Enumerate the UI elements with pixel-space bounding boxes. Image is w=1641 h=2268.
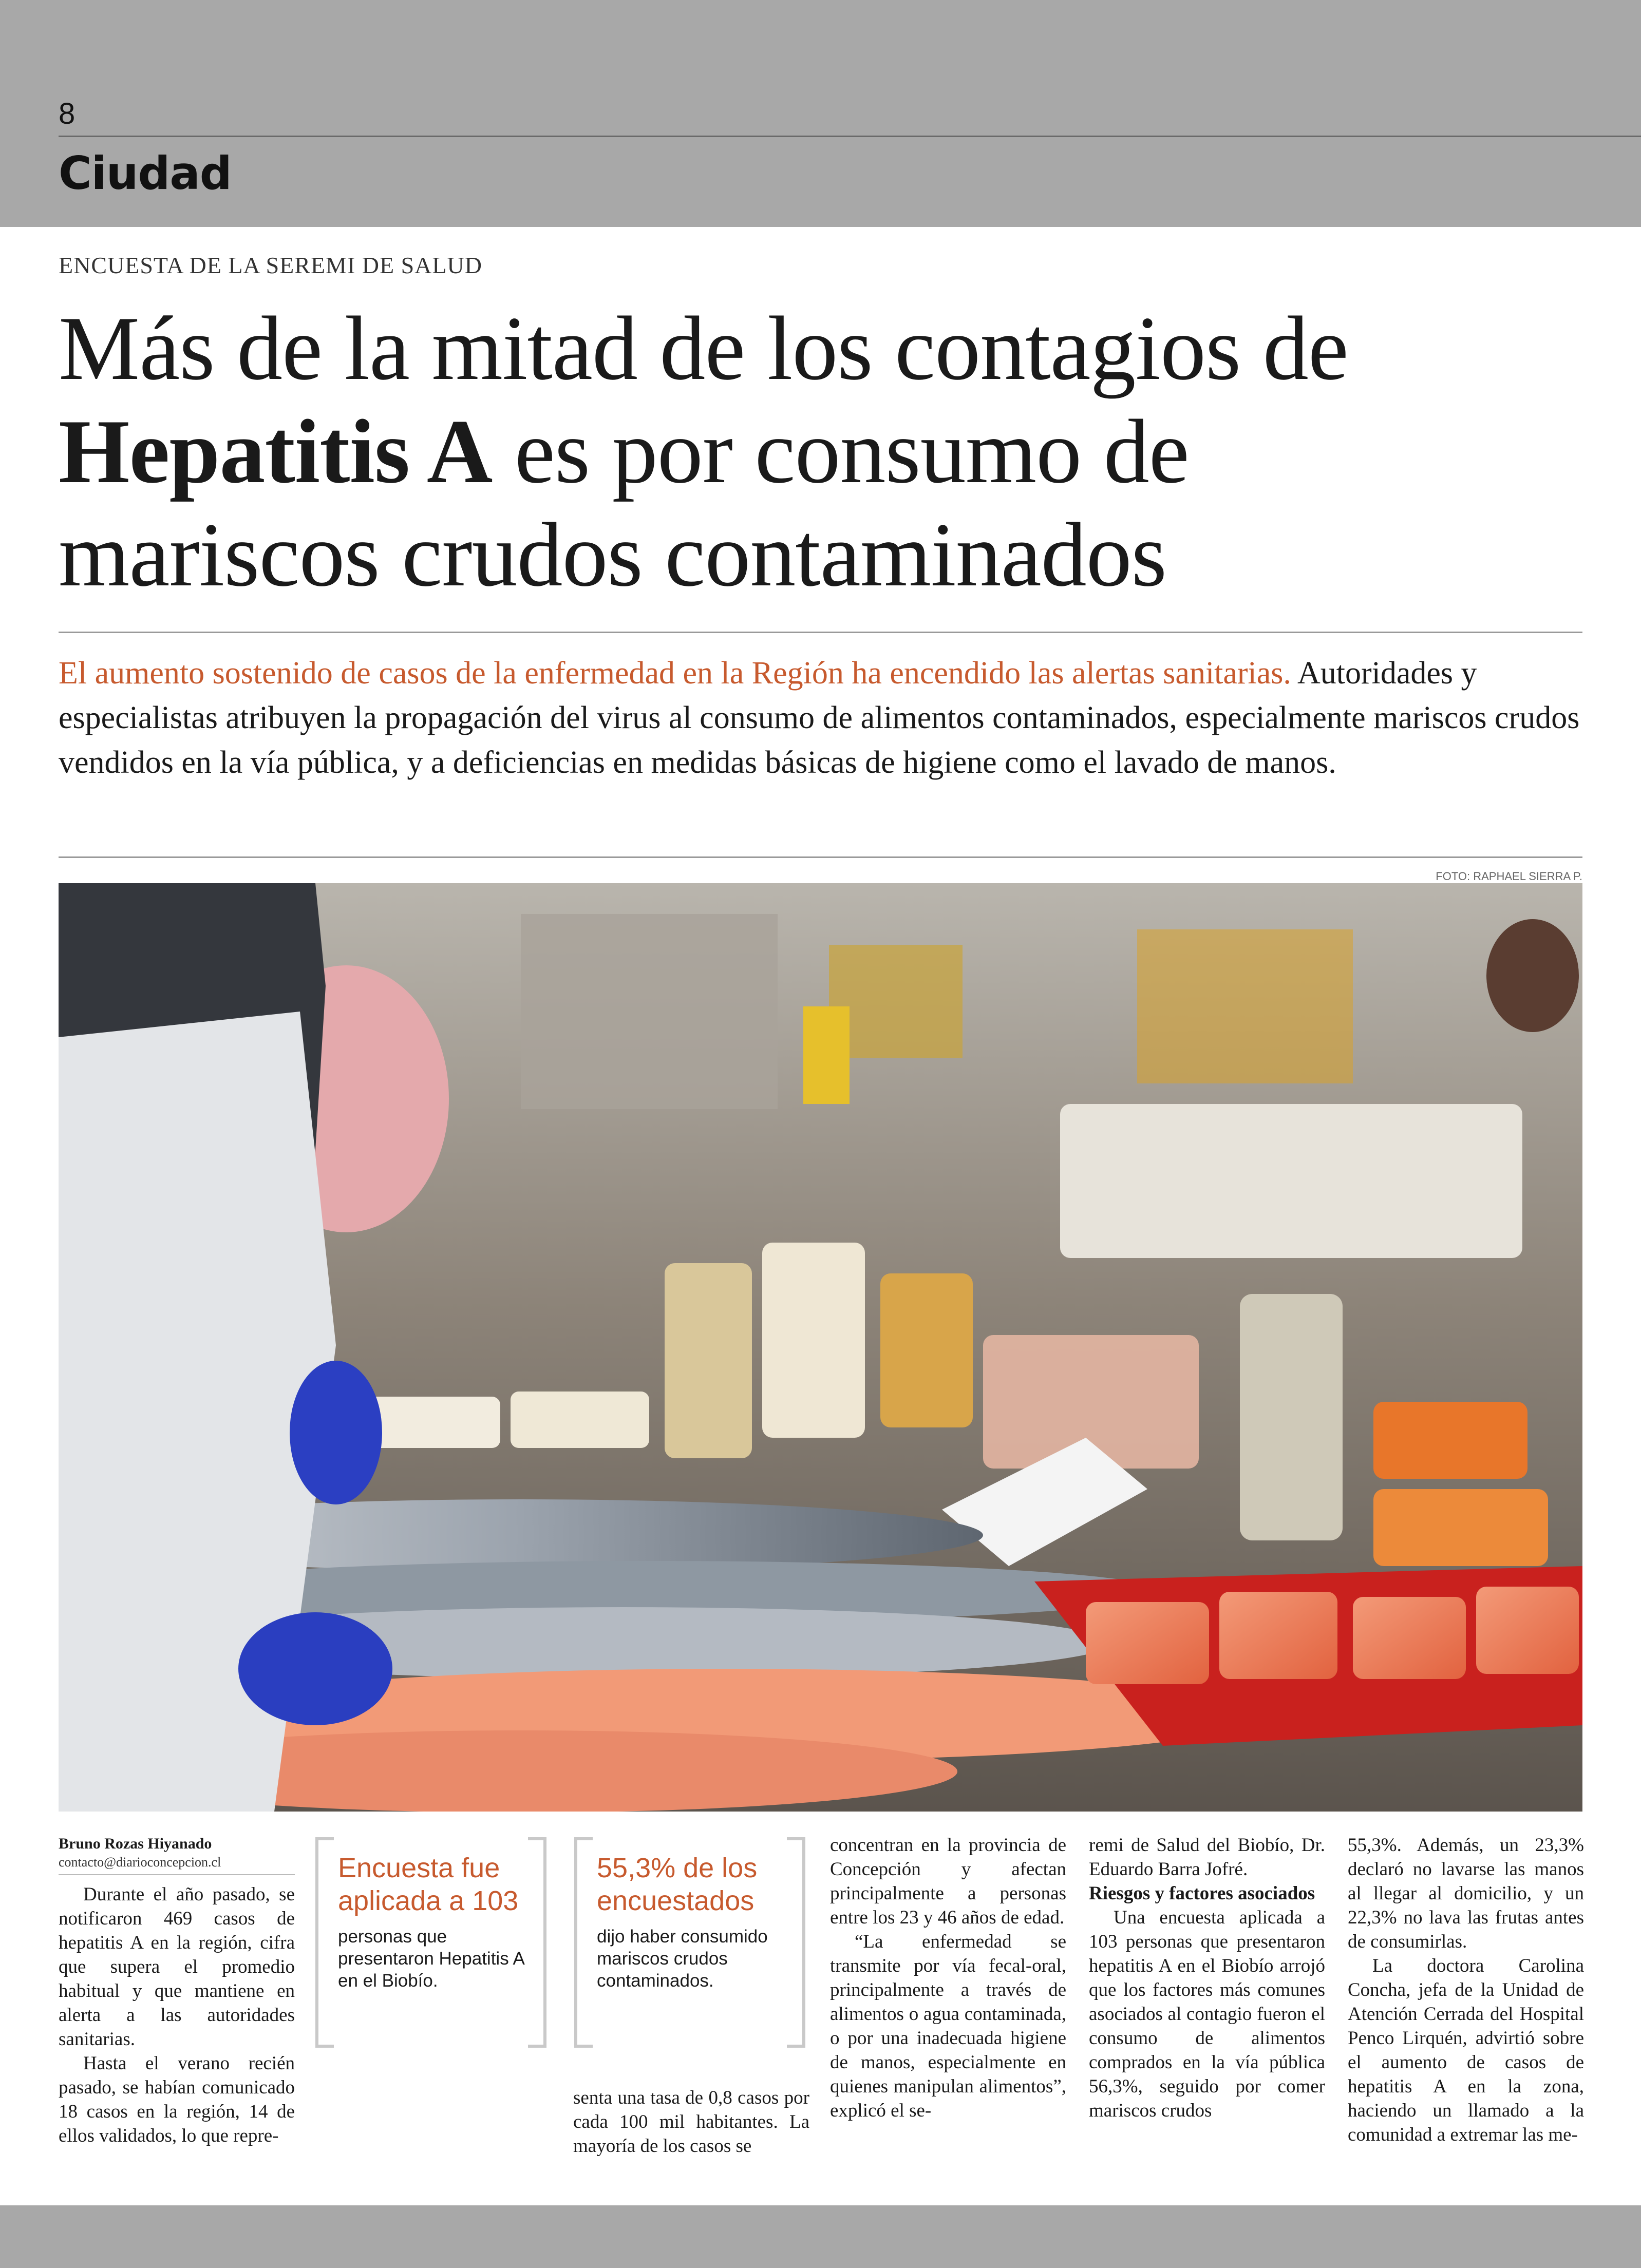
- header-rule: [59, 136, 1641, 137]
- body-paragraph: “La enfermedad se transmite por vía fecal-oral, principalmente a través de alimentos o agua contaminada, o por una inadecuada higiene de manos, especialmente en quienes manipulan alimentos”, explicó el se-: [830, 1931, 1066, 2121]
- kicker: ENCUESTA DE LA SEREMI DE SALUD: [59, 252, 482, 278]
- callout-highlight: Encuesta fue aplicada a 103: [338, 1853, 519, 1916]
- page-number: 8: [59, 97, 76, 130]
- body-paragraph: Hasta el verano recién pasado, se habían comunicado 18 casos en la región, 14 de ellos validados, lo que repre-: [59, 2053, 295, 2146]
- body-paragraph: remi de Salud del Biobío, Dr. Eduardo Barra Jofré.: [1089, 1835, 1325, 1880]
- headline-line3: mariscos crudos contaminados: [59, 504, 1166, 605]
- byline-rule: [59, 1874, 295, 1875]
- callout-text: personas que presentaron Hepatitis A en el Biobío.: [338, 1927, 524, 1991]
- lede: [59, 651, 1594, 785]
- callout-text: dijo haber consumido mariscos crudos contaminados.: [597, 1927, 768, 1991]
- body-column-1: [59, 1882, 295, 2148]
- section-title: Ciudad: [59, 147, 232, 200]
- callout-survey: [315, 1837, 546, 2042]
- body-paragraph: La doctora Carolina Concha, jefa de la Unidad de Atención Cerrada del Hospital Penco Lirquén, advirtió sobre el aumento de casos de hepatitis A en la zona, haciendo un llamado a la comunidad a extremar las me-: [1348, 1955, 1584, 2145]
- headline-line1: Más de la mitad de los contagios de: [59, 297, 1348, 399]
- photo-illustration: [59, 883, 1582, 1812]
- body-column-3: [573, 2086, 809, 2158]
- photo-credit: FOTO: RAPHAEL SIERRA P.: [1436, 870, 1582, 883]
- body-column-4: [830, 1833, 1066, 2123]
- body-paragraph: 55,3%. Además, un 23,3% declaró no lavarse las manos al llegar al domicilio, y un 22,3% no lava las frutas antes de consumirlas.: [1348, 1835, 1584, 1952]
- lede-body: Autoridades y especialistas atribuyen la propagación del virus al consumo de alimentos contaminados, especialmente mariscos crudos vendidos en la vía pública, y a deficiencias en medidas básicas de higiene como el lavado de manos.: [59, 656, 1580, 780]
- lede-bottom-rule: [59, 856, 1582, 858]
- callout-highlight: 55,3% de los encuestados: [597, 1853, 758, 1916]
- lede-top-rule: [59, 632, 1582, 633]
- body-paragraph: Una encuesta aplicada a 103 personas que presentaron hepatitis A en el Biobío arrojó que los factores más comunes asociados al contagio fueron el consumo de alimentos comprados en la vía pública 56,3%, seguido por comer mariscos crudos: [1089, 1907, 1325, 2121]
- header-band: [0, 0, 1641, 227]
- bracket-left: [315, 1837, 334, 2048]
- headline-bold: Hepatitis A: [59, 401, 493, 502]
- body-column-5: [1089, 1833, 1325, 2123]
- bracket-left: [574, 1837, 593, 2048]
- body-paragraph: senta una tasa de 0,8 casos por cada 100 mil habitantes. La mayoría de los casos se: [573, 2087, 809, 2157]
- footer-band: [0, 2205, 1641, 2268]
- byline-author: Bruno Rozas Hiyanado: [59, 1835, 212, 1852]
- subheading: Riesgos y factores asociados: [1089, 1883, 1315, 1904]
- body-paragraph: Durante el año pasado, se notificaron 469 casos de hepatitis A en la región, cifra que supera el promedio habitual y que mantiene en alerta a las autoridades sanitarias.: [59, 1884, 295, 2050]
- byline-email: contacto@diarioconcepcion.cl: [59, 1855, 221, 1870]
- callout-percentage: [574, 1837, 805, 2042]
- body-column-6: [1348, 1833, 1584, 2147]
- lede-accent: El aumento sostenido de casos de la enfermedad en la Región ha encendido las alertas sanitarias.: [59, 656, 1291, 691]
- market-fish-photo: [59, 883, 1582, 1812]
- headline-line2: es por consumo de: [492, 401, 1189, 502]
- headline: [59, 297, 1589, 606]
- body-paragraph: concentran en la provincia de Concepción y afectan principalmente a personas entre los 23 y 46 años de edad.: [830, 1835, 1066, 1928]
